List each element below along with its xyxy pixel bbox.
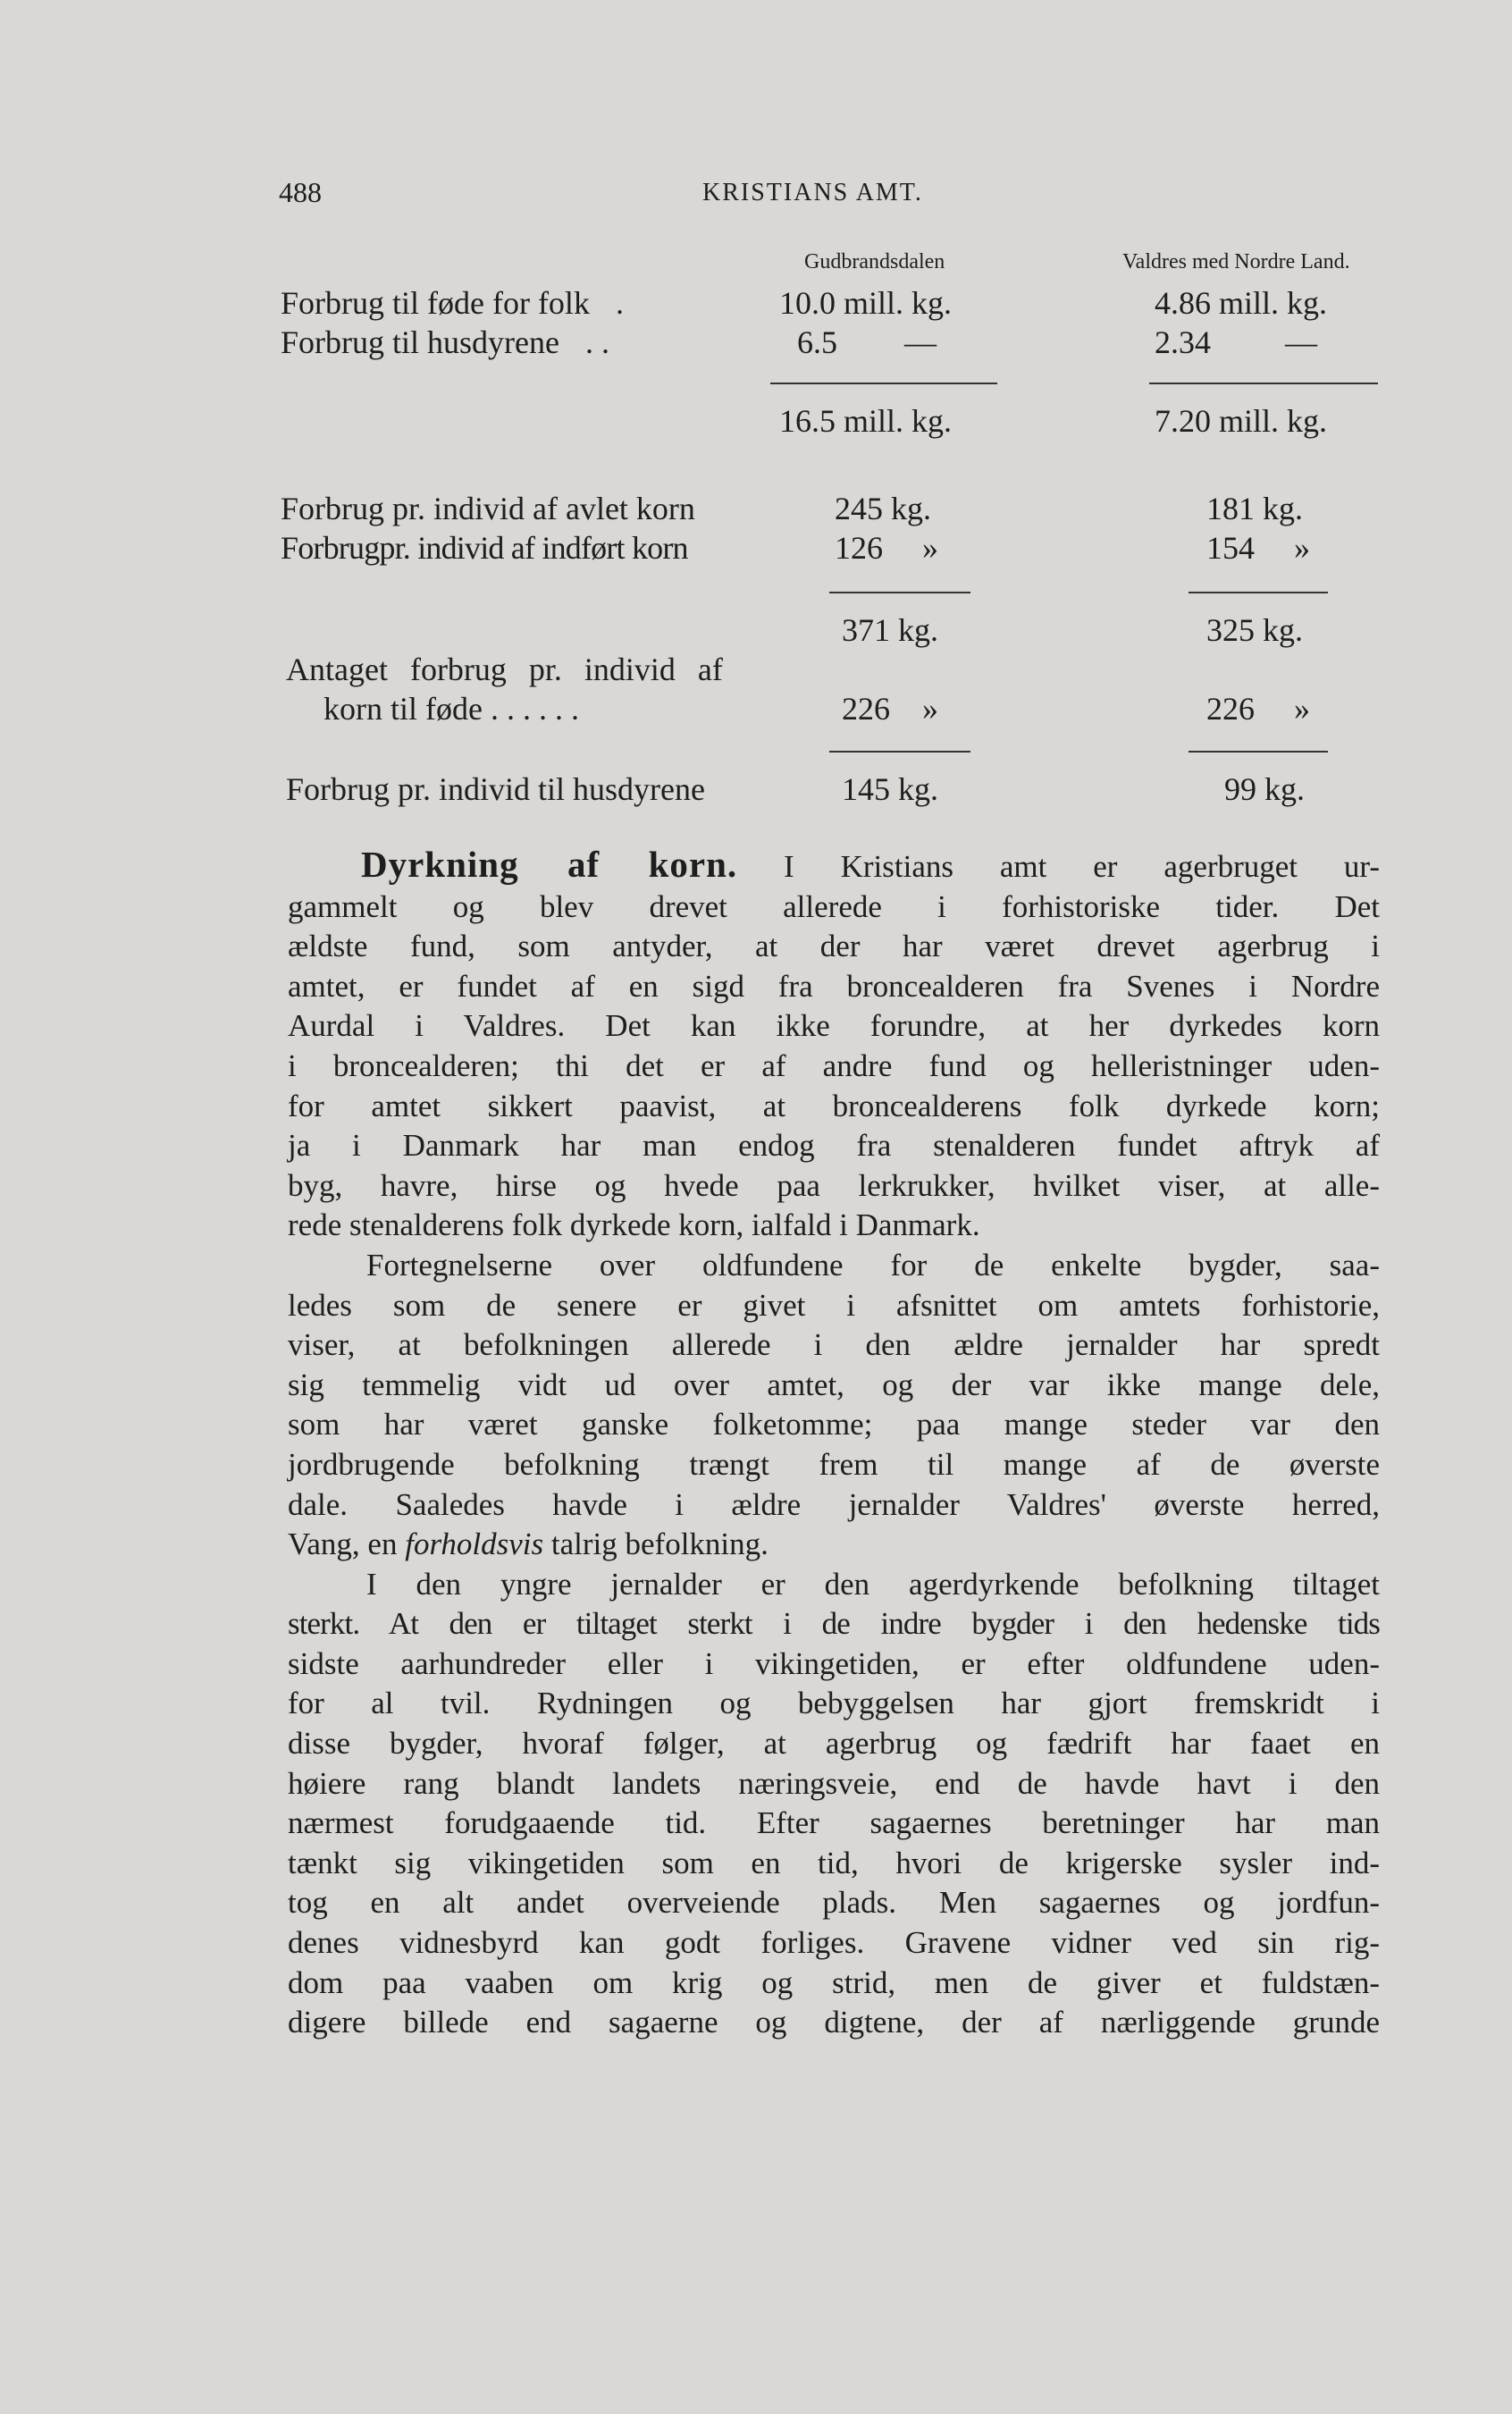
table-cell-gudbrandsdalen: 6.5 [797,324,837,360]
table-cell-valdres: 226 [1206,691,1255,727]
table-cell-gudbrandsdalen: 226 [842,691,890,727]
body-text [288,845,1380,2043]
table-row-label: Forbrug pr. individ til husdyrene [286,771,705,807]
paragraph-2: Fortegnelserne over oldfundene for de enkelte bygder, saa- ledes som de senere er givet i afsnittet om amtets forhistorie, viser, at befolkningen allerede i den ældre jernalder har spredt sig temmelig vidt ud over amtet, og der var ikke mange dele, som har været ganske folketomme; paa mange steder var den jordbrugende befolkning trængt frem til mange af de øverste dale. Saaledes havde i ældre jernalder Valdres' øverste herred, Vang, en forholdsvis talrig befolkning. [288,1247,1380,1562]
ditto-mark: — [904,324,937,360]
table-cell-valdres: 4.86 mill. kg. [1155,285,1328,321]
table-cell-valdres: 154 [1206,530,1255,566]
sum-rule [770,383,997,384]
table-row-label: korn til føde . . . . . . [323,691,579,727]
ditto-mark: » [1294,691,1310,727]
table-cell-valdres: 7.20 mill. kg. [1155,403,1328,439]
table-cell-gudbrandsdalen: 145 kg. [842,771,938,807]
column-header-valdres: Valdres med Nordre Land. [1122,250,1350,273]
table-cell-gudbrandsdalen: 371 kg. [842,612,938,648]
table-cell-valdres: 181 kg. [1206,491,1303,526]
table-row-label: Forbrug til føde for folk . [281,285,624,321]
table-row-label: Forbrug pr. individ af avlet korn [281,491,695,526]
ditto-mark: — [1285,324,1317,360]
table-cell-valdres: 99 kg. [1224,771,1305,807]
table-row-label: Forbrugpr. individ af indført korn [281,530,688,566]
table-row-label: Forbrug til husdyrene . . [281,324,609,360]
ditto-mark: » [922,530,938,566]
table-row-label: Antaget forbrug pr. individ af [286,652,723,687]
ditto-mark: » [1294,530,1310,566]
paragraph-1: Dyrkning af korn. I Kristians amt er agerbruget ur- gammelt og blev drevet allerede i forhistoriske tider. Det ældste fund, som antyder, at der har været drevet agerbrug i amtet, er fundet af en sigd fra broncealderen fra Svenes i Nordre Aurdal i Valdres. Det kan ikke forundre, at her dyrkedes korn i broncealderen; thi det er af andre fund og helleristninger uden- for amtet sikkert paavist, at broncealderens folk dyrkede korn; ja i Danmark har man endog fra stenalderen fundet aftryk af byg, havre, hirse og hvede paa lerkrukker, hvilket viser, at alle- rede stenalderens folk dyrkede korn, ialfald i Danmark. [288,844,1380,1243]
page-number: 488 [279,176,322,208]
italic-word: forholdsvis [405,1527,544,1562]
table-cell-gudbrandsdalen: 10.0 mill. kg. [779,285,953,321]
paragraph-3: I den yngre jernalder er den agerdyrkende befolkning tiltaget sterkt. At den er tiltaget sterkt i de indre bygder i den hedenske tids sidste aarhundreder eller i vikingetiden, er efter oldfundene uden- for al tvil. Rydningen og bebyggelsen har gjort fremskridt i disse bygder, hvoraf følger, at agerbrug og fædrift har faaet en høiere rang blandt landets næringsveie, end de havde havt i den nærmest forudgaaende tid. Efter sagaernes beretninger har man tænkt sig vikingetiden som en tid, hvori de krigerske sysler ind- tog en alt andet overveiende plads. Men sagaernes og jordfun- denes vidnesbyrd kan godt forliges. Gravene vidner ved sin rig- dom paa vaaben om krig og strid, men de giver et fuldstæn- digere billede end sagaerne og digtene, der af nærliggende grunde [288,1566,1380,2040]
running-title: KRISTIANS AMT. [702,179,923,206]
table-cell-gudbrandsdalen: 16.5 mill. kg. [779,403,953,439]
ditto-mark: » [922,691,938,727]
table-cell-valdres: 325 kg. [1206,612,1303,648]
sum-rule [1149,383,1378,384]
sum-rule [1189,751,1328,753]
sum-rule [829,592,970,593]
sum-rule [1189,592,1328,593]
sum-rule [829,751,970,753]
table-cell-gudbrandsdalen: 245 kg. [835,491,931,526]
column-header-gudbrandsdalen: Gudbrandsdalen [804,250,945,273]
table-cell-gudbrandsdalen: 126 [835,530,883,566]
table-cell-valdres: 2.34 [1155,324,1211,360]
section-heading: Dyrkning af korn. [361,844,738,885]
